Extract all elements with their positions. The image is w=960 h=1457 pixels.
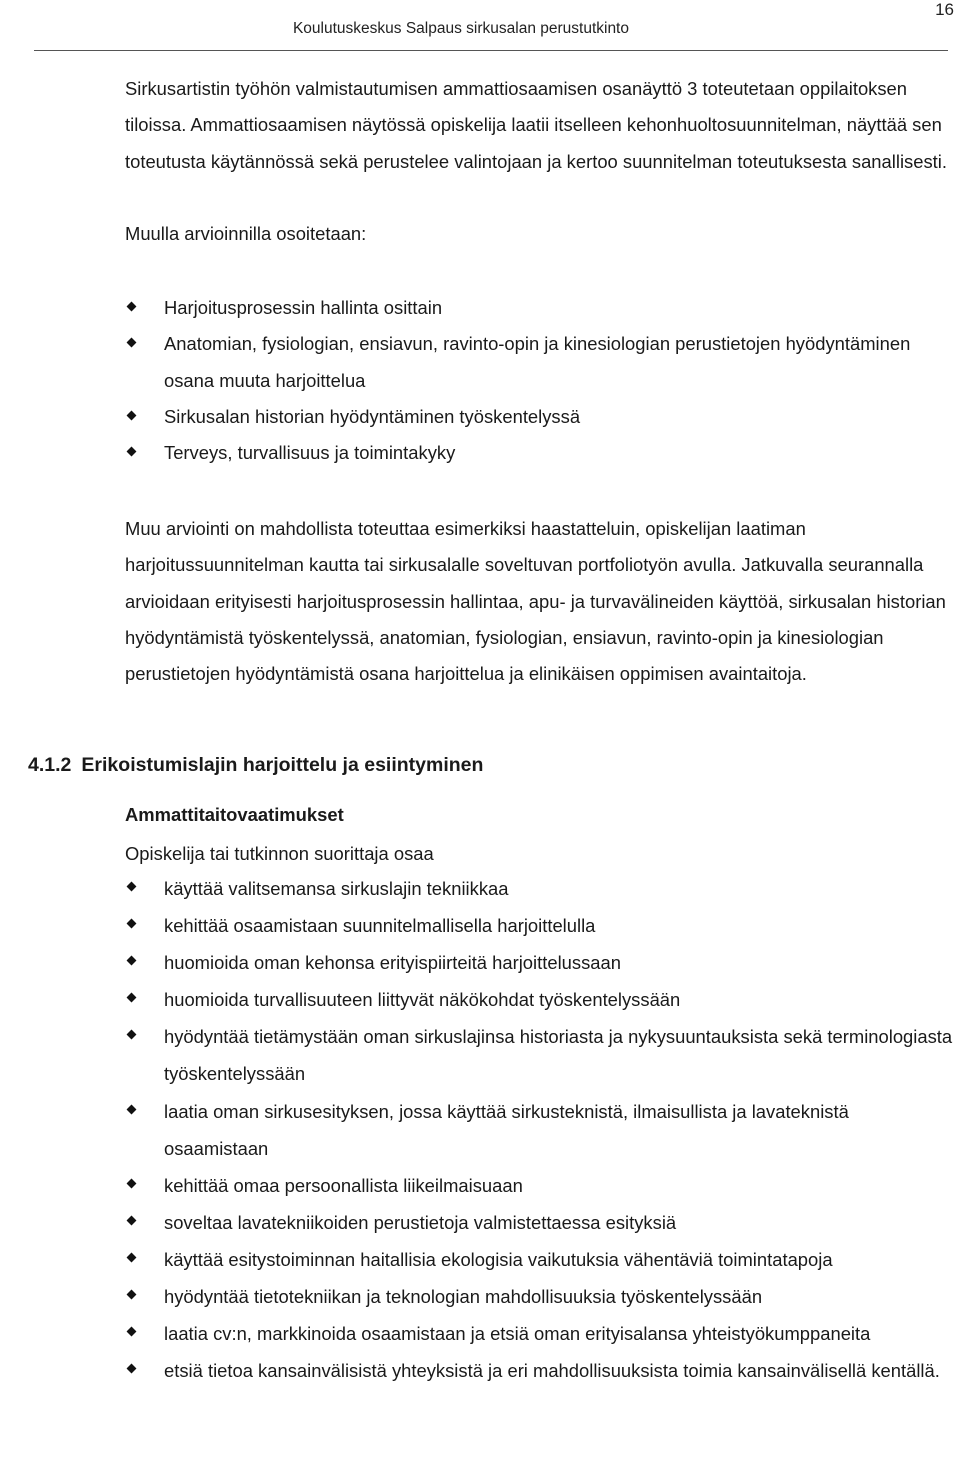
section-heading: [28, 754, 483, 777]
section-number: 4.1.2: [28, 754, 72, 776]
diamond-bullet-icon: [127, 1178, 137, 1188]
list-item: [125, 435, 957, 471]
list-item-text: kehittää omaa persoonallista liikeilmaisuaan: [164, 1174, 523, 1196]
requirements-lead: Opiskelija tai tutkinnon suorittaja osaa: [125, 843, 434, 864]
list-item: [125, 1018, 957, 1092]
list-item-text: etsiä tietoa kansainvälisistä yhteyksistä ja eri mahdollisuuksista toimia kansainvälisellä kentällä.: [164, 1360, 940, 1382]
diamond-bullet-icon: [127, 1290, 137, 1300]
list-item: [125, 1241, 957, 1278]
list-item: [125, 1315, 957, 1352]
list-item-text: Sirkusalan historian hyödyntäminen työskentelyssä: [164, 405, 581, 427]
diamond-bullet-icon: [127, 882, 137, 892]
header-title: Koulutuskeskus Salpaus sirkusalan perustutkinto: [292, 20, 629, 37]
list-item: [125, 944, 957, 981]
diamond-bullet-icon: [127, 1104, 137, 1114]
list-item: [125, 1278, 957, 1315]
header-divider: [34, 50, 948, 51]
list-item: [125, 981, 957, 1018]
diamond-bullet-icon: [127, 1252, 137, 1262]
other-assessment-paragraph: Muu arviointi on mahdollista toteuttaa esimerkiksi haastatteluin, opiskelijan laatiman harjoitussuunnitelman kautta tai sirkusalalle soveltuvan portfoliotyön avulla. Jatkuvalla seurannalla arvioidaan erityisesti harjoitusprosessin hallintaa, apu- ja turvavälineiden käyttöä, sirkusalan historian hyödyntämistä työskentelyssä, anatomian, fysiologian, ensiavun, ravinto-opin ja kinesiologian perustietojen hyödyntämistä osana harjoittelua ja elinikäisen oppimisen avaintaitoja.: [125, 518, 946, 685]
list-item-text: Harjoitusprosessin hallinta osittain: [164, 297, 443, 318]
diamond-bullet-icon: [127, 919, 137, 929]
list-item: [125, 870, 957, 907]
page-number: 16: [935, 0, 954, 19]
list-item-text: hyödyntää tietotekniikan ja teknologian mahdollisuuksia työskentelyssään: [164, 1286, 763, 1308]
diamond-bullet-icon: [127, 1327, 137, 1337]
list-item-text: laatia oman sirkusesityksen, jossa käyttää sirkusteknistä, ilmaisullista ja lavateknistä osaamistaan: [164, 1100, 849, 1159]
list-item: [125, 1167, 957, 1204]
list-item: [125, 326, 957, 399]
list-item-text: Anatomian, fysiologian, ensiavun, ravinto-opin ja kinesiologian perustietojen hyödyntäminen osana muuta harjoittelua: [164, 333, 911, 391]
diamond-bullet-icon: [127, 1364, 137, 1374]
requirements-list: [125, 870, 957, 1389]
diamond-bullet-icon: [127, 338, 137, 348]
list-item-text: käyttää valitsemansa sirkuslajin tekniikkaa: [164, 878, 509, 899]
list-item-text: käyttää esitystoiminnan haitallisia ekologisia vaikutuksia vähentäviä toimintatapoja: [164, 1248, 833, 1270]
list-item-text: huomioida oman kehonsa erityispiirteitä harjoittelussaan: [164, 952, 621, 974]
list-item-text: Terveys, turvallisuus ja toimintakyky: [164, 442, 456, 464]
list-item: [125, 907, 957, 944]
list-item-text: kehittää osaamistaan suunnitelmallisella harjoittelulla: [164, 915, 596, 937]
diamond-bullet-icon: [127, 447, 137, 457]
diamond-bullet-icon: [127, 993, 137, 1003]
list-item-text: huomioida turvallisuuteen liittyvät näkökohdat työskentelyssään: [164, 989, 681, 1011]
list-item: [125, 399, 957, 435]
diamond-bullet-icon: [127, 1030, 137, 1040]
subheading: Ammattitaitovaatimukset: [125, 804, 344, 825]
list-item-text: hyödyntää tietämystään oman sirkuslajinsa historiasta ja nykysuuntauksista sekä terminologiasta työskentelyssään: [164, 1026, 953, 1085]
list-item: [125, 1352, 957, 1389]
list-item: [125, 1204, 957, 1241]
diamond-bullet-icon: [127, 302, 137, 312]
assessment-intro: Muulla arvioinnilla osoitetaan:: [125, 223, 367, 244]
list-item-text: laatia cv:n, markkinoida osaamistaan ja etsiä oman erityisalansa yhteistyökumppaneita: [164, 1323, 871, 1345]
intro-paragraph: Sirkusartistin työhön valmistautumisen ammattiosaamisen osanäyttö 3 toteutetaan oppilaitoksen tiloissa. Ammattiosaamisen näytössä opiskelija laatii itselleen kehonhuoltosuunnitelman, näyttää sen toteutusta käytännössä sekä perustelee valintojaan ja kertoo suunnitelman toteutuksesta sanallisesti.: [125, 78, 947, 172]
diamond-bullet-icon: [127, 410, 137, 420]
assessment-list: [125, 290, 957, 471]
diamond-bullet-icon: [127, 1215, 137, 1225]
diamond-bullet-icon: [127, 956, 137, 966]
section-title: Erikoistumislajin harjoittelu ja esiintyminen: [81, 754, 484, 776]
list-item-text: soveltaa lavatekniikoiden perustietoja valmistettaessa esityksiä: [164, 1211, 677, 1233]
list-item: [125, 290, 957, 326]
page-header: [0, 0, 960, 52]
list-item: [125, 1093, 957, 1167]
